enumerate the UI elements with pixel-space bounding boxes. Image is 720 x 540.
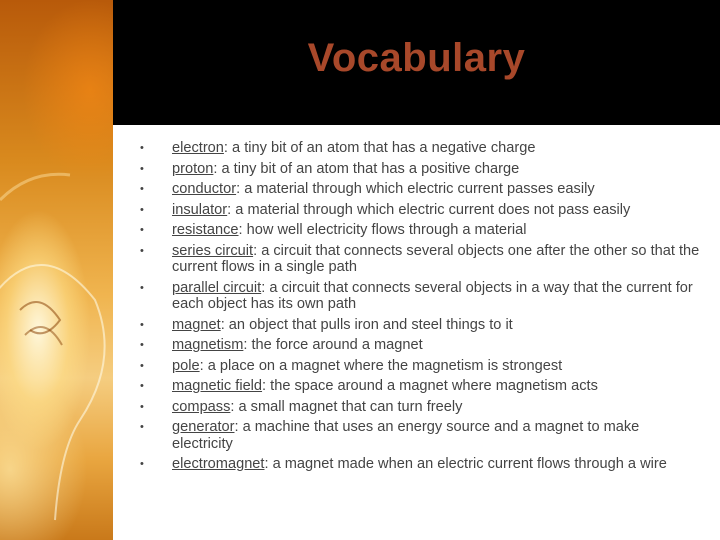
- vocab-definition: : a small magnet that can turn freely: [230, 398, 463, 415]
- list-item: [140, 399, 700, 416]
- bullet-icon: •: [140, 281, 144, 294]
- list-item: [140, 181, 700, 198]
- vocab-term: magnetic field: [172, 378, 263, 394]
- list-item: [140, 317, 700, 334]
- vocab-term: pole: [172, 357, 200, 374]
- list-item: [140, 358, 700, 375]
- vocab-term: electromagnet: [172, 456, 265, 472]
- vocab-definition: : a tiny bit of an atom that has a positive charge: [213, 160, 520, 177]
- bullet-icon: •: [140, 380, 144, 392]
- vocab-definition: : a tiny bit of an atom that has a negative charge: [223, 140, 536, 156]
- bullet-icon: •: [140, 400, 144, 413]
- bullet-icon: •: [140, 359, 144, 372]
- light-bulb-image: [0, 0, 113, 540]
- bullet-icon: •: [140, 162, 144, 175]
- bullet-icon: •: [140, 421, 144, 433]
- list-item: [140, 337, 700, 354]
- bullet-icon: •: [140, 458, 144, 470]
- vocab-term: proton: [172, 160, 214, 177]
- bullet-icon: •: [140, 203, 144, 216]
- list-item: [140, 419, 700, 452]
- light-bulb-icon: [0, 0, 113, 540]
- vocab-term: generator: [172, 419, 235, 435]
- list-item: [140, 222, 700, 239]
- vocab-definition: : the force around a magnet: [243, 337, 423, 353]
- vocab-definition: : a material through which electric current passes easily: [236, 181, 595, 197]
- bullet-icon: •: [140, 224, 144, 236]
- vocab-definition: : a circuit that connects several objects one after the other so that the current flows in a single path: [172, 242, 700, 275]
- vocab-term: resistance: [172, 222, 239, 238]
- vocab-term: conductor: [172, 181, 237, 197]
- vocab-term: electron: [172, 140, 224, 156]
- bullet-icon: •: [140, 142, 144, 154]
- vocab-definition: : an object that pulls iron and steel things to it: [220, 316, 513, 333]
- vocab-definition: : a magnet made when an electric current flows through a wire: [264, 456, 667, 472]
- vocab-definition: : the space around a magnet where magnetism acts: [262, 378, 598, 394]
- vocab-term: magnet: [172, 316, 221, 333]
- list-item: [140, 378, 700, 395]
- vocab-term: parallel circuit: [172, 279, 262, 296]
- vocab-term: series circuit: [172, 242, 254, 259]
- list-item: [140, 243, 700, 276]
- slide-title: Vocabulary: [307, 36, 526, 80]
- vocab-term: insulator: [172, 201, 228, 218]
- vocabulary-list: [140, 140, 700, 477]
- bullet-icon: •: [140, 183, 144, 195]
- list-item: [140, 140, 700, 157]
- list-item: [140, 202, 700, 219]
- vocab-definition: : a machine that uses an energy source and a magnet to make electricity: [172, 419, 640, 452]
- list-item: [140, 280, 700, 313]
- bullet-icon: •: [140, 244, 144, 257]
- vocab-definition: : a place on a magnet where the magnetism is strongest: [199, 357, 563, 374]
- vocab-definition: : a circuit that connects several objects in a way that the current for each object has its own path: [172, 279, 693, 312]
- vocab-term: compass: [172, 398, 231, 415]
- vocab-definition: : a material through which electric current does not pass easily: [227, 201, 631, 218]
- bullet-icon: •: [140, 339, 144, 351]
- list-item: [140, 456, 700, 473]
- list-item: [140, 161, 700, 178]
- bullet-icon: •: [140, 318, 144, 331]
- vocab-term: magnetism: [172, 337, 244, 353]
- vocab-definition: : how well electricity flows through a material: [238, 222, 527, 238]
